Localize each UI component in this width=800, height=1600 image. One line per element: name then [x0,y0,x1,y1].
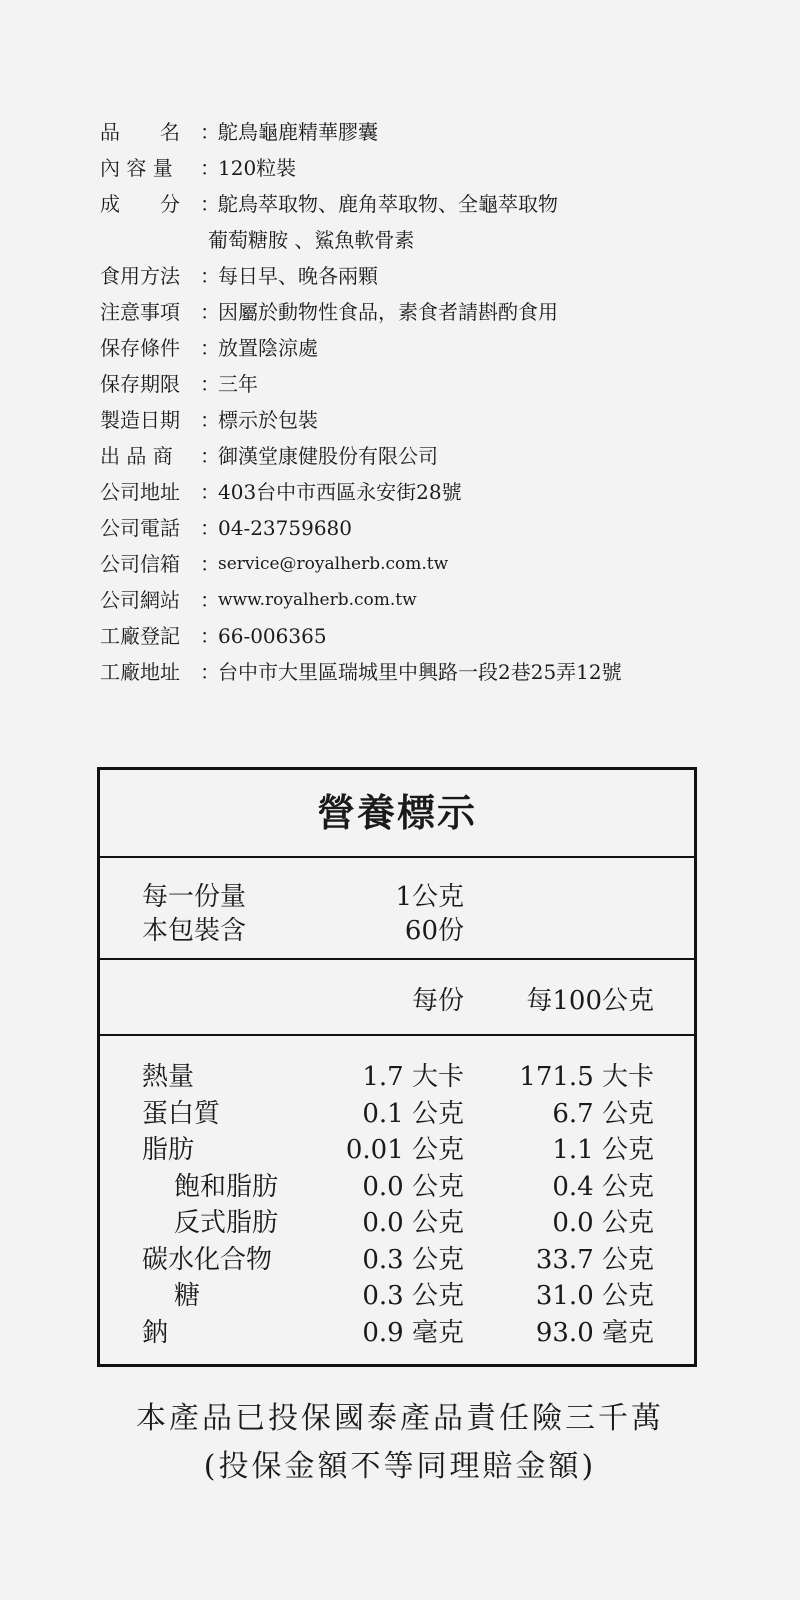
nutrient-name: 鈉 [142,1317,169,1348]
info-label: 保存期限 [100,372,180,396]
info-label: 食用方法 [100,264,180,288]
nutrient-per-serving: 0.9 毫克 [362,1317,464,1348]
nutrient-per-100g: 1.1 公克 [552,1135,654,1165]
nutrient-per-100g: 0.4 公克 [552,1171,654,1202]
nutrition-facts-box [97,767,697,1367]
info-row-mfg-date [100,402,622,438]
nutrient-name: 熱量 [142,1062,195,1092]
nutrient-name: 反式脂肪 [174,1208,279,1238]
info-value: 葡萄糖胺 、鯊魚軟骨素 [208,228,415,252]
nutrition-column-headers [100,960,694,1036]
nutrient-per-100g: 31.0 公克 [535,1281,654,1311]
nutrient-per-100g: 171.5 大卡 [519,1062,654,1092]
info-value: 403台中市西區永安街28號 [218,480,462,504]
info-value: 120粒裝 [218,156,297,180]
nutrition-title: 營養標示 [100,770,694,858]
info-separator: ： [200,624,220,648]
info-separator: ： [200,408,220,432]
info-value: 三年 [218,372,258,396]
info-row-notes [100,294,622,330]
info-row-address [100,474,622,510]
col-per-serving-header: 每份 [411,986,464,1016]
info-row-email [100,546,622,582]
nutrient-per-serving: 0.0 公克 [362,1171,464,1202]
nutrient-per-serving: 0.1 公克 [362,1098,464,1129]
insurance-disclaimer: (投保金額不等同理賠金額) [203,1449,597,1484]
info-separator: ： [200,660,220,684]
info-value: 04-23759680 [218,516,353,540]
info-row-phone [100,510,622,546]
info-separator: ： [200,552,220,576]
nutrient-per-100g: 33.7 公克 [535,1244,654,1275]
info-label: 內 容 量 [100,156,173,180]
info-separator: ： [200,264,220,288]
info-separator: ： [200,480,220,504]
info-label: 注意事項 [100,300,180,324]
nutrient-name: 蛋白質 [142,1098,221,1129]
nutrient-name: 飽和脂肪 [174,1171,279,1202]
nutrient-per-100g: 6.7 公克 [552,1098,654,1129]
info-separator: ： [200,516,220,540]
info-value: 每日早、晚各兩顆 [218,264,378,288]
info-label: 公司信箱 [100,552,180,576]
info-label: 工廠登記 [100,624,180,648]
info-value: service@royalherb.com.tw [218,554,449,574]
serving-size-value: 1公克 [395,882,464,912]
info-value: 鴕鳥萃取物、鹿角萃取物、全龜萃取物 [218,192,558,216]
info-row-shelf-life [100,366,622,402]
info-value: 御漢堂康健股份有限公司 [218,444,438,468]
info-row-factory-address [100,654,622,690]
footer [0,1395,800,1491]
info-label: 成 分 [100,192,180,216]
serving-size-label: 每一份量 [142,882,247,912]
info-row-usage [100,258,622,294]
info-separator: ： [200,444,220,468]
nutrient-name: 碳水化合物 [142,1244,273,1275]
nutrient-per-serving: 0.01 公克 [345,1135,464,1165]
info-row-ingredients [100,186,622,222]
info-label: 保存條件 [100,336,180,360]
servings-per-package-value: 60份 [404,916,464,946]
info-value: 放置陰涼處 [218,336,318,360]
nutrient-name: 糖 [174,1281,201,1311]
info-separator: ： [200,120,220,144]
info-value: 標示於包裝 [218,408,318,432]
servings-per-package-label: 本包裝含 [142,916,247,946]
info-row-maker [100,438,622,474]
info-label: 公司地址 [100,480,180,504]
info-row-storage [100,330,622,366]
product-info [100,114,622,690]
nutrient-per-100g: 0.0 公克 [552,1208,654,1238]
info-label: 工廠地址 [100,660,180,684]
info-row-factory-reg [100,618,622,654]
info-separator: ： [200,372,220,396]
info-row-content [100,150,622,186]
nutrient-name: 脂肪 [142,1135,195,1165]
nutrient-per-serving: 0.0 公克 [362,1208,464,1238]
info-row-ingredients-cont [100,222,622,258]
info-value: www.royalherb.com.tw [218,590,417,610]
nutrient-per-serving: 0.3 公克 [362,1281,464,1311]
info-separator: ： [200,300,220,324]
nutrient-per-serving: 0.3 公克 [362,1244,464,1275]
col-per-100g-header: 每100公克 [526,986,654,1016]
nutrient-per-serving: 1.7 大卡 [362,1062,464,1092]
info-value: 台中市大里區瑞城里中興路一段2巷25弄12號 [218,660,622,684]
info-value: 鴕鳥龜鹿精華膠囊 [218,120,378,144]
info-separator: ： [200,336,220,360]
info-label: 品 名 [100,120,180,144]
insurance-note: 本產品已投保國泰產品責任險三千萬 [136,1401,664,1436]
info-separator: ： [200,192,220,216]
info-separator: ： [200,588,220,612]
info-label: 公司網站 [100,588,180,612]
info-row-website [100,582,622,618]
info-value: 66-006365 [218,624,327,648]
info-label: 公司電話 [100,516,180,540]
info-label: 出 品 商 [100,444,173,468]
info-row-name [100,114,622,150]
info-value: 因屬於動物性食品，素食者請斟酌食用 [218,300,558,324]
info-label: 製造日期 [100,408,180,432]
info-separator: ： [200,156,220,180]
nutrient-per-100g: 93.0 毫克 [535,1317,654,1348]
serving-info [100,858,694,960]
